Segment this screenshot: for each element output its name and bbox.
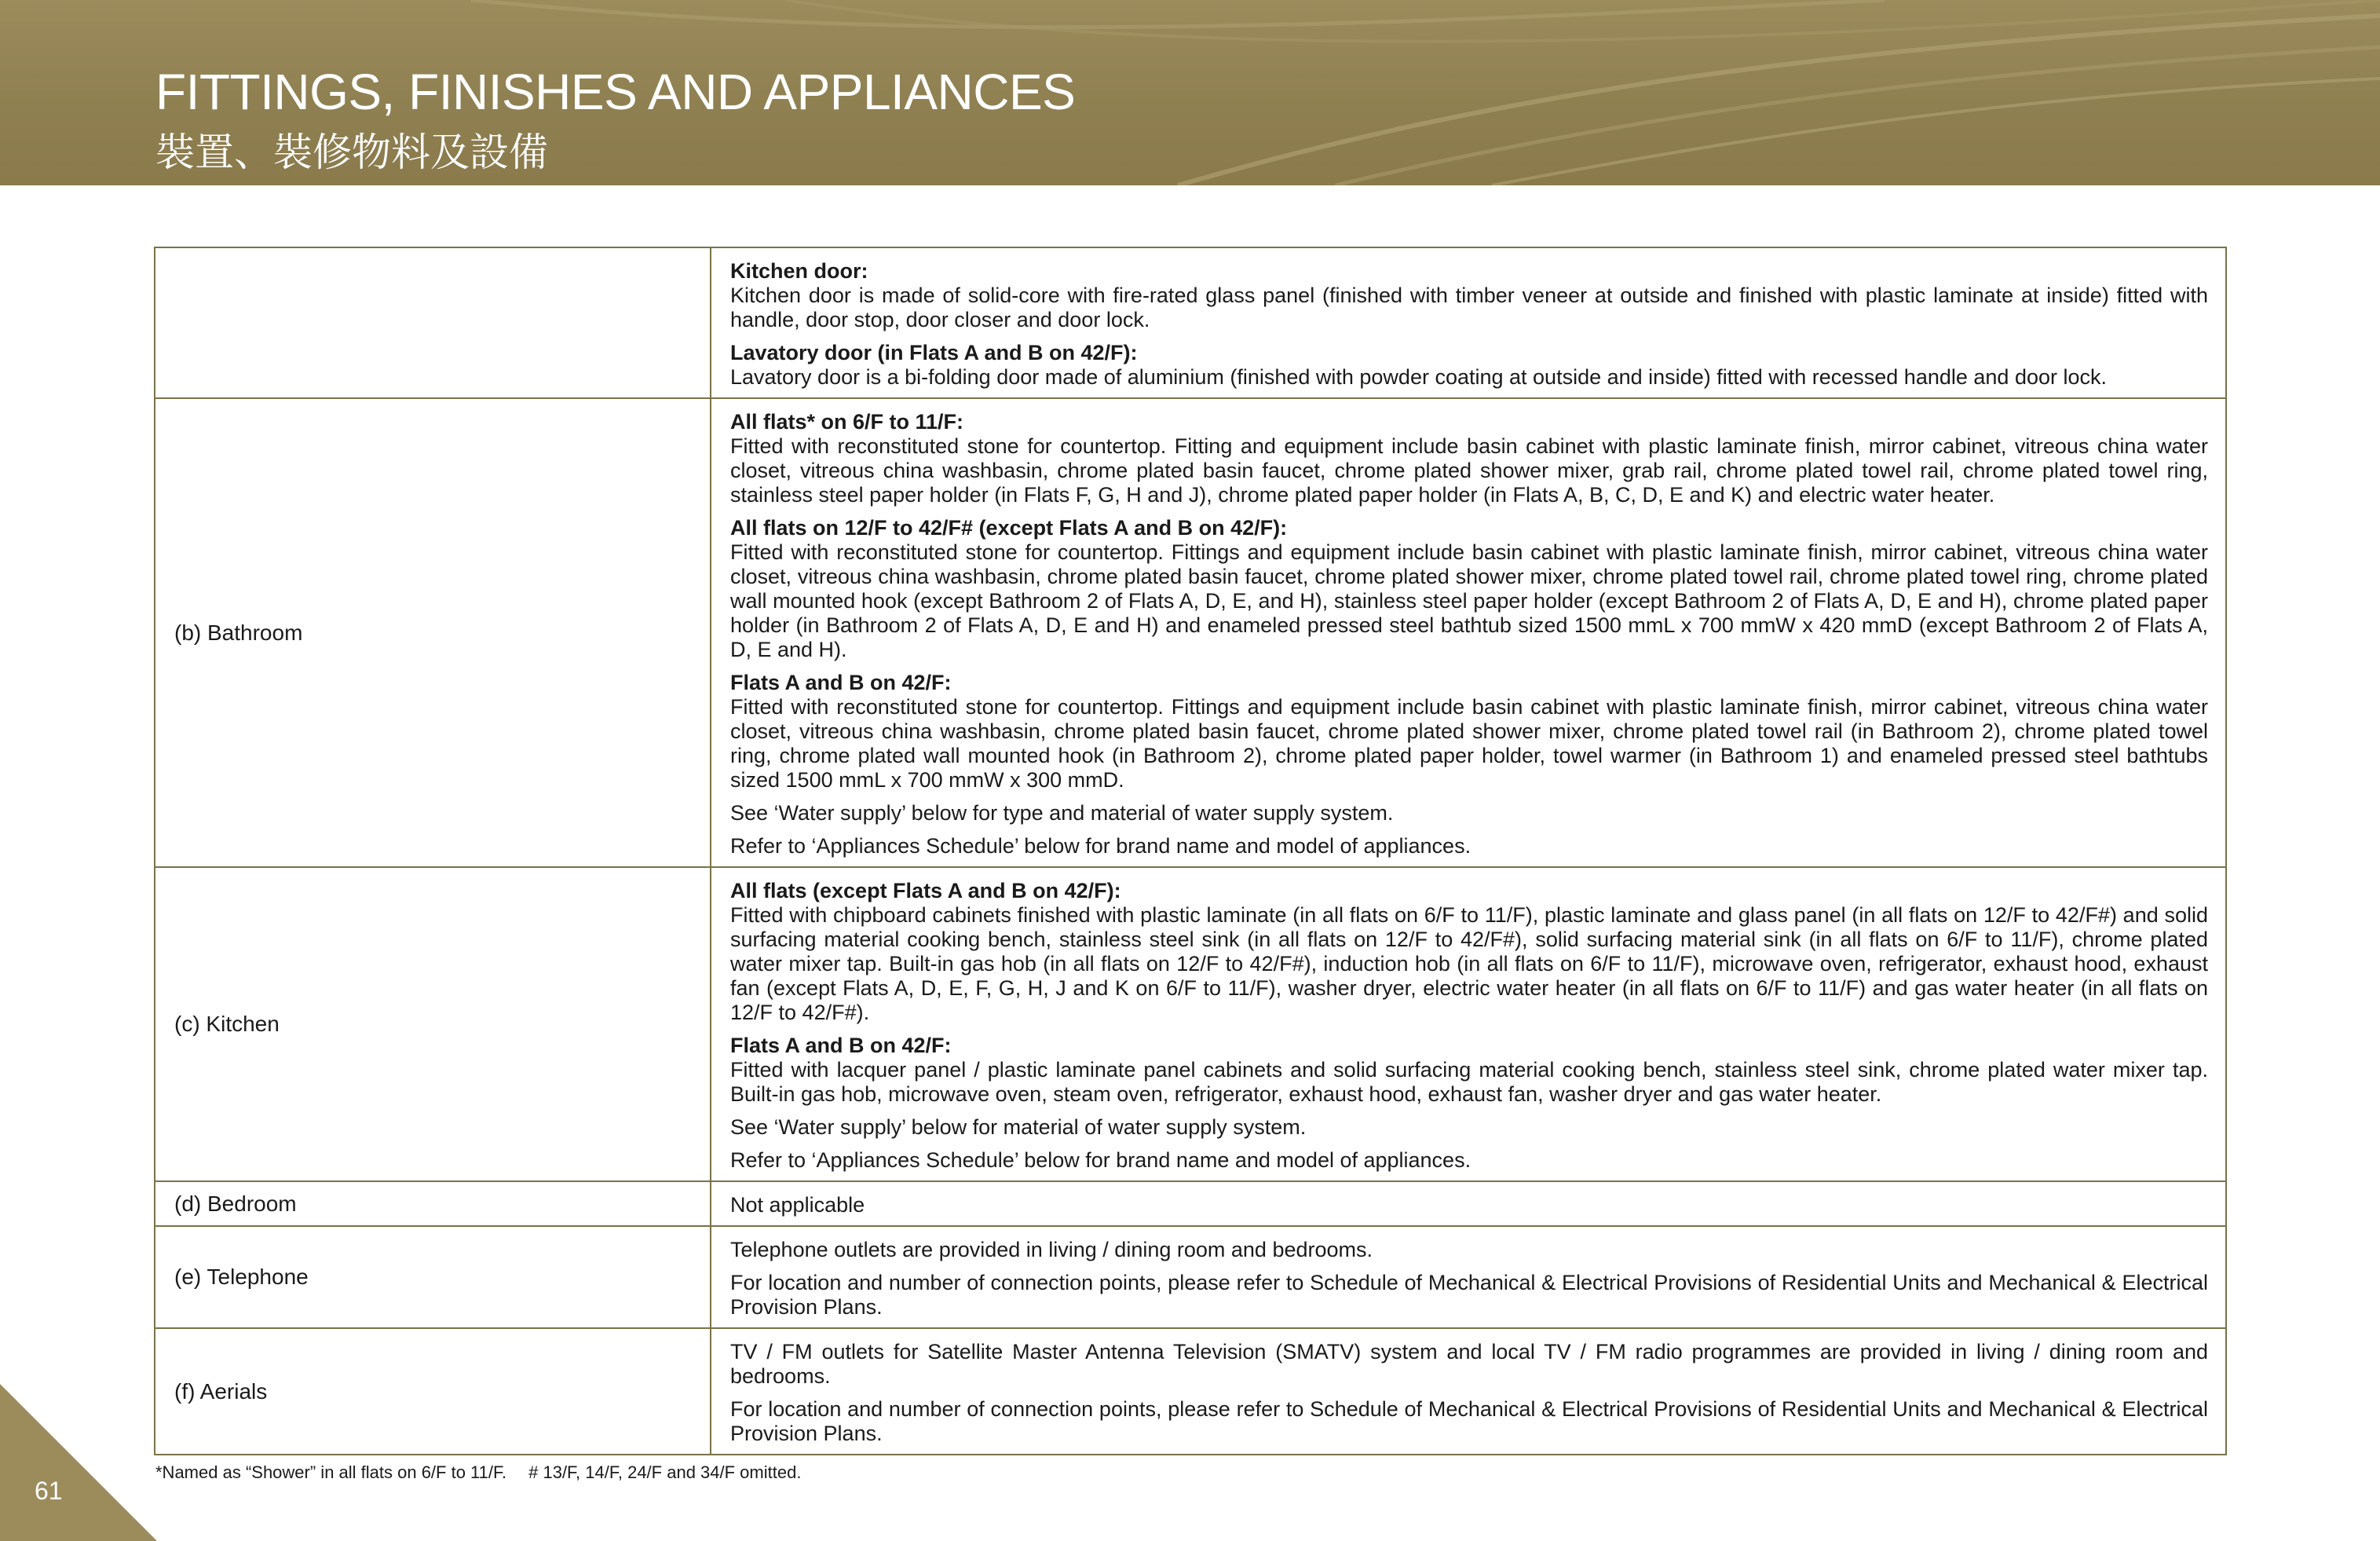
fittings-table bbox=[154, 247, 2227, 1455]
block-text: Fitted with reconstituted stone for countertop. Fittings and equipment include basin cabinet with plastic laminate finish, mirror cabinet, vitreous china water closet, vitreous china washbasin, chrome plated basin faucet, chrome plated shower mixer, chrome plated towel rail, chrome plated towel ring, chrome plated wall mounted hook (except Bathroom 2 of Flats A, D, E, and H), stainless steel paper holder (except Bathroom 2 of Flats A, D, E and H), chrome plated paper holder (in Bathroom 2 of Flats A, D, E and H) and enameled pressed steel bathtub sized 1500 mmL x 700 mmW x 420 mmD (except Bathroom 2 of Flats A, D, E and H). bbox=[730, 540, 2208, 661]
content-block bbox=[730, 879, 2208, 1025]
content-block bbox=[730, 1271, 2208, 1320]
footnote bbox=[155, 1462, 801, 1483]
block-heading: Flats A and B on 42/F: bbox=[730, 1034, 952, 1057]
block-text: Fitted with chipboard cabinets finished with plastic laminate (in all flats on 6/F to 11/F), plastic laminate and glass panel (in all flats on 12/F to 42/F#) and solid surfacing material cooking bench, stainless steel sink (in all flats on 12/F to 42/F#), solid surfacing material sink (in all flats on 6/F to 11/F), chrome plated water mixer tap. Built-in gas hob (in all flats on 12/F to 42/F#), induction hob (in all flats on 6/F to 11/F), microwave oven, refrigerator, exhaust hood, exhaust fan (except Flats A, D, E, F, G, H, J and K on 6/F to 11/F), washer dryer, electric water heater (in all flats on 6/F to 11/F) and gas water heater (in all flats on 12/F to 42/F#). bbox=[730, 903, 2208, 1024]
content-block bbox=[730, 1340, 2208, 1389]
table-row bbox=[155, 1225, 2225, 1327]
content-block bbox=[730, 1115, 2208, 1140]
block-text: Refer to ‘Appliances Schedule’ below for brand name and model of appliances. bbox=[730, 834, 1472, 858]
content-block bbox=[730, 1238, 2208, 1262]
footnote-omitted-floors: # 13/F, 14/F, 24/F and 34/F omitted. bbox=[528, 1462, 802, 1482]
page-corner-triangle bbox=[0, 1384, 157, 1541]
row-content bbox=[711, 1329, 2225, 1454]
block-text: Lavatory door is a bi-folding door made of aluminium (finished with powder coating at outside and inside) fitted with recessed handle and door lock. bbox=[730, 365, 2107, 389]
footnote-shower: *Named as “Shower” in all flats on 6/F to 11/F. bbox=[155, 1462, 507, 1482]
block-text: See ‘Water supply’ below for material of water supply system. bbox=[730, 1115, 1307, 1139]
page-title: FITTINGS, FINISHES AND APPLIANCES bbox=[155, 64, 1076, 120]
table-row bbox=[155, 866, 2225, 1180]
content-block bbox=[730, 259, 2208, 332]
content-block bbox=[730, 1148, 2208, 1173]
row-label: (c) Kitchen bbox=[155, 868, 711, 1180]
block-text: TV / FM outlets for Satellite Master Antenna Television (SMATV) system and local TV / FM radio programmes are provided in living / dining room and bedrooms. bbox=[730, 1340, 2208, 1388]
header-banner bbox=[0, 0, 2380, 185]
row-label: (d) Bedroom bbox=[155, 1182, 711, 1225]
row-content bbox=[711, 399, 2225, 866]
content-block bbox=[730, 516, 2208, 662]
row-content bbox=[711, 248, 2225, 397]
row-label: (f) Aerials bbox=[155, 1329, 711, 1454]
block-text: Refer to ‘Appliances Schedule’ below for brand name and model of appliances. bbox=[730, 1148, 1472, 1172]
row-label bbox=[155, 248, 711, 397]
block-heading: Lavatory door (in Flats A and B on 42/F): bbox=[730, 341, 1138, 364]
content-block bbox=[730, 671, 2208, 792]
row-label: (e) Telephone bbox=[155, 1227, 711, 1327]
row-content bbox=[711, 868, 2225, 1180]
page-title-chinese: 裝置、裝修物料及設備 bbox=[155, 130, 548, 175]
row-content bbox=[711, 1182, 2225, 1225]
content-block bbox=[730, 1397, 2208, 1446]
block-text: Fitted with reconstituted stone for countertop. Fittings and equipment include basin cabinet with plastic laminate finish, mirror cabinet, vitreous china water closet, vitreous china washbasin, chrome plated basin faucet, chrome plated shower mixer, chrome plated towel rail (in Bathroom 2), chrome plated towel ring, chrome plated wall mounted hook (in Bathroom 2), chrome plated paper holder, towel warmer (in Bathroom 1) and enameled pressed steel bathtubs sized 1500 mmL x 700 mmW x 300 mmD. bbox=[730, 695, 2208, 792]
content-block bbox=[730, 410, 2208, 507]
block-text: For location and number of connection points, please refer to Schedule of Mechanical & Electrical Provisions of Residential Units and Mechanical & Electrical Provision Plans. bbox=[730, 1397, 2208, 1445]
block-heading: Kitchen door: bbox=[730, 259, 868, 283]
page-number: 61 bbox=[35, 1477, 63, 1505]
block-text: Fitted with lacquer panel / plastic laminate panel cabinets and solid surfacing material cooking bench, stainless steel sink, chrome plated water mixer tap. Built-in gas hob, microwave oven, steam oven, refrigerator, exhaust hood, exhaust fan, washer dryer and gas water heater. bbox=[730, 1058, 2208, 1106]
block-text: Kitchen door is made of solid-core with fire-rated glass panel (finished with timber veneer at outside and finished with plastic laminate at inside) fitted with handle, door stop, door closer and door lock. bbox=[730, 284, 2208, 331]
block-heading: All flats on 12/F to 42/F# (except Flats A and B on 42/F): bbox=[730, 516, 1288, 540]
block-text: Not applicable bbox=[730, 1193, 865, 1217]
block-text: Fitted with reconstituted stone for countertop. Fitting and equipment include basin cabinet with plastic laminate finish, mirror cabinet, vitreous china water closet, vitreous china washbasin, chrome plated basin faucet, chrome plated shower mixer, grab rail, chrome plated towel rail, chrome plated towel ring, stainless steel paper holder (in Flats F, G, H and J), chrome plated paper holder (in Flats A, B, C, D, E and K) and electric water heater. bbox=[730, 434, 2208, 507]
block-text: See ‘Water supply’ below for type and material of water supply system. bbox=[730, 801, 1394, 825]
block-heading: All flats* on 6/F to 11/F: bbox=[730, 410, 964, 434]
table-row bbox=[155, 397, 2225, 866]
row-label: (b) Bathroom bbox=[155, 399, 711, 866]
block-text: Telephone outlets are provided in living / dining room and bedrooms. bbox=[730, 1238, 1373, 1261]
block-heading: All flats (except Flats A and B on 42/F): bbox=[730, 879, 1121, 902]
row-content bbox=[711, 1227, 2225, 1327]
table-row bbox=[155, 248, 2225, 397]
content-block bbox=[730, 341, 2208, 390]
content-block bbox=[730, 834, 2208, 858]
block-text: For location and number of connection points, please refer to Schedule of Mechanical & Electrical Provisions of Residential Units and Mechanical & Electrical Provision Plans. bbox=[730, 1271, 2208, 1319]
content-block bbox=[730, 1193, 2208, 1217]
table-row bbox=[155, 1327, 2225, 1454]
content-block bbox=[730, 1034, 2208, 1107]
block-heading: Flats A and B on 42/F: bbox=[730, 671, 952, 694]
table-row bbox=[155, 1180, 2225, 1225]
content-block bbox=[730, 801, 2208, 825]
